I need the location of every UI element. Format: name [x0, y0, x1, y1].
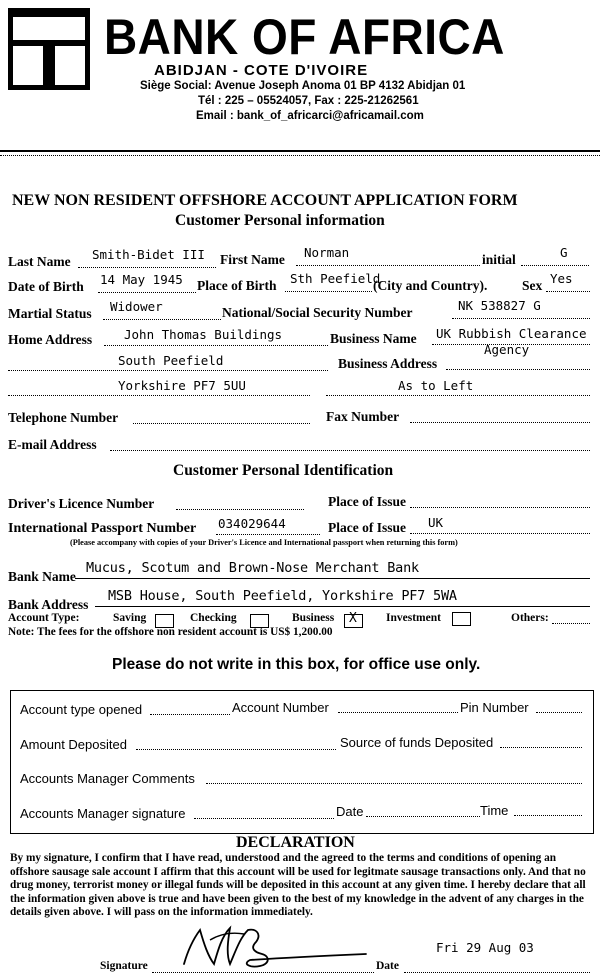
- section-personal-info: Customer Personal information: [175, 212, 385, 229]
- office-date-label: Date: [336, 804, 364, 819]
- signature-scribble: [170, 920, 370, 972]
- bank-name: BANK OF AFRICA: [104, 9, 505, 65]
- others-label: Others:: [511, 612, 549, 624]
- telephone-label: Telephone Number: [8, 410, 119, 425]
- first-name-label: First Name: [220, 252, 285, 267]
- form-title: NEW NON RESIDENT OFFSHORE ACCOUNT APPLICATION FORM: [12, 192, 518, 209]
- bank-logo: [8, 8, 90, 90]
- business-address-value[interactable]: As to Left: [398, 378, 474, 393]
- place-of-issue-label: Place of Issue: [328, 494, 406, 509]
- signature-label: Signature: [100, 960, 148, 972]
- office-time-label: Time: [480, 803, 509, 818]
- source-of-funds-label: Source of funds Deposited: [340, 735, 494, 750]
- bank-phone: Tél : 225 – 05524057, Fax : 225-21262561: [198, 95, 419, 107]
- declaration-date-label: Date: [376, 960, 399, 972]
- dob-label: Date of Birth: [8, 279, 84, 294]
- bank-name-label: Bank Name: [8, 569, 76, 584]
- first-name-value[interactable]: Norman: [304, 245, 350, 260]
- pob-value[interactable]: Sth Peefield: [290, 271, 381, 286]
- last-name-label: Last Name: [8, 254, 71, 269]
- account-type-opened-label: Account type opened: [20, 702, 143, 717]
- header-divider: [0, 150, 600, 152]
- pin-number-label: Pin Number: [460, 700, 529, 715]
- amount-deposited-label: Amount Deposited: [20, 737, 127, 752]
- passport-note: (Please accompany with copies of your Driver's Licence and International passport when returning this form): [70, 538, 458, 547]
- business-name-value-2[interactable]: Agency: [484, 342, 530, 357]
- bank-email: Email : bank_of_africarci@africamail.com: [196, 110, 424, 122]
- marital-label: Martial Status: [8, 306, 92, 321]
- marital-value[interactable]: Widower: [110, 299, 163, 314]
- home-address-value-1[interactable]: John Thomas Buildings: [124, 327, 283, 342]
- account-type-label: Account Type:: [8, 612, 80, 624]
- manager-signature-label: Accounts Manager signature: [20, 806, 186, 821]
- manager-comments-label: Accounts Manager Comments: [20, 771, 195, 786]
- bank-name-value[interactable]: Mucus, Scotum and Brown-Nose Merchant Bank: [86, 560, 419, 576]
- business-label: Business: [292, 612, 335, 624]
- drivers-licence-label: Driver's Licence Number: [8, 496, 155, 511]
- initial-label: initial: [482, 252, 516, 267]
- bank-city: ABIDJAN - COTE D'IVOIRE: [154, 62, 369, 79]
- investment-checkbox[interactable]: [452, 612, 471, 626]
- bank-name-line: [75, 578, 590, 579]
- declaration-text: By my signature, I confirm that I have read, understood and the agreed to the terms and conditions of opening an offshore sausage sale account I affirm that this account will be used for legitmate sausage transactions only. And that no drug money, terrorist money or illegal funds will be deposited in this account at any given time. I hereby declare that all the information given above is true and have been given to the best of my knowledge in the advent of any charges in the details given above. I will pass on the information immediately.: [10, 852, 586, 919]
- passport-label: International Passport Number: [8, 521, 197, 536]
- section-personal-identification: Customer Personal Identification: [173, 462, 394, 479]
- office-warning: Please do not write in this box, for office use only.: [112, 656, 481, 673]
- declaration-heading: DECLARATION: [236, 834, 355, 851]
- pob-label: Place of Birth: [197, 278, 277, 293]
- bank-address-value[interactable]: MSB House, South Peefield, Yorkshire PF7 5WA: [108, 588, 457, 604]
- saving-label: Saving: [113, 612, 147, 624]
- sex-label: Sex: [522, 278, 543, 293]
- bank-address-label: Bank Address: [8, 597, 89, 612]
- place-of-issue-2-value[interactable]: UK: [428, 515, 444, 530]
- business-name-label: Business Name: [330, 331, 417, 346]
- last-name-value[interactable]: Smith-Bidet III: [92, 247, 205, 262]
- home-address-value-2[interactable]: South Peefield: [118, 353, 224, 368]
- business-name-value-1[interactable]: UK Rubbish Clearance: [436, 326, 587, 341]
- national-id-value[interactable]: NK 538827 G: [458, 298, 541, 313]
- header-divider-dotted: [0, 155, 600, 157]
- home-address-value-3[interactable]: Yorkshire PF7 5UU: [118, 378, 246, 393]
- checking-label: Checking: [190, 612, 237, 624]
- home-address-label: Home Address: [8, 332, 93, 347]
- business-checkbox[interactable]: [344, 611, 363, 628]
- fax-label: Fax Number: [326, 409, 400, 424]
- sex-value[interactable]: Yes: [550, 271, 573, 286]
- city-country-label: (City and Country).: [373, 278, 488, 293]
- fees-note: Note: The fees for the offshore non resident account is US$ 1,200.00: [8, 626, 333, 638]
- national-id-label: National/Social Security Number: [222, 305, 413, 320]
- account-number-label: Account Number: [232, 700, 329, 715]
- bank-address: Siège Social: Avenue Joseph Anoma 01 BP 4132 Abidjan 01: [140, 80, 466, 92]
- declaration-date-value[interactable]: Fri 29 Aug 03: [436, 940, 534, 955]
- email-label: E-mail Address: [8, 437, 97, 452]
- bank-address-line: [95, 606, 590, 607]
- business-address-label: Business Address: [338, 356, 438, 371]
- investment-label: Investment: [386, 612, 441, 624]
- business-checkbox-mark: X: [349, 611, 357, 626]
- dob-value[interactable]: 14 May 1945: [100, 272, 183, 287]
- passport-value[interactable]: 034029644: [218, 516, 286, 531]
- place-of-issue-2-label: Place of Issue: [328, 520, 406, 535]
- initial-value[interactable]: G: [560, 245, 568, 260]
